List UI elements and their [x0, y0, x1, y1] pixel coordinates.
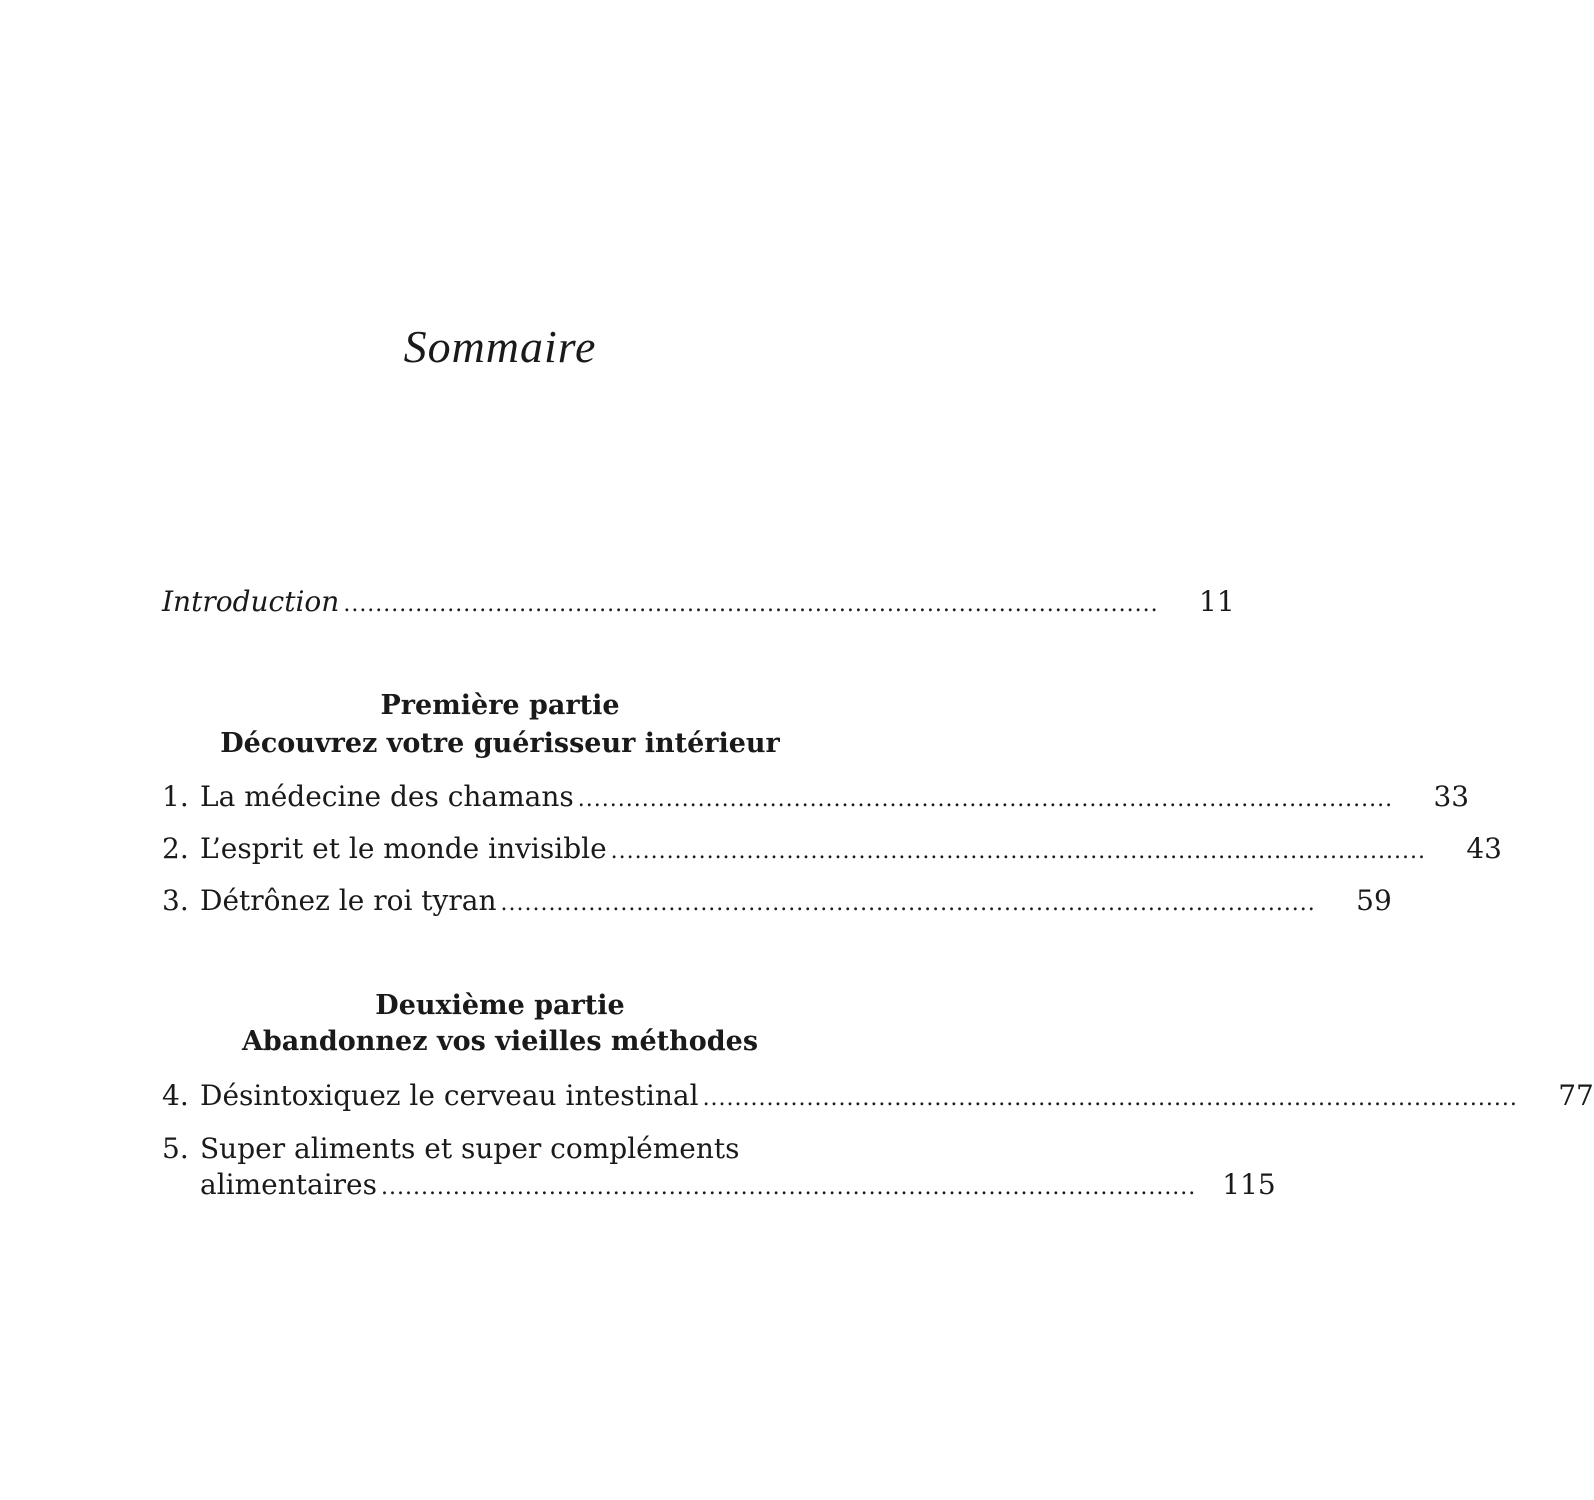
toc-entry-page: 59: [1356, 884, 1392, 917]
part1-chapter-list-3: [162, 883, 1392, 919]
part1-chapter-list-2: [162, 831, 1502, 867]
toc-entry-page: 115: [1222, 1168, 1276, 1201]
chapter-number: 5.: [162, 1132, 189, 1165]
dot-leader: ......................................................................................................: [500, 891, 1316, 916]
chapter-number: 2.: [162, 832, 189, 865]
dot-leader: ......................................................................................................: [343, 592, 1159, 617]
toc-introduction: [162, 584, 1235, 620]
toc-entry-label: La médecine des chamans: [200, 780, 574, 813]
toc-entry-chapter-3[interactable]: [162, 883, 1392, 919]
toc-entry-label: Désintoxiquez le cerveau intestinal: [200, 1079, 699, 1112]
dot-leader: ......................................................................................................: [702, 1086, 1518, 1111]
dot-leader: ......................................................................................................: [577, 787, 1394, 812]
chapter-number: 1.: [162, 780, 189, 813]
toc-entry-label: L’esprit et le monde invisible: [200, 832, 607, 865]
part1-subtitle: Découvrez votre guérisseur intérieur: [220, 728, 780, 759]
page-title: Sommaire: [403, 321, 597, 372]
toc-entry-chapter-4[interactable]: [162, 1078, 1594, 1114]
dot-leader: ......................................................................................................: [610, 839, 1426, 864]
toc-entry-page: 43: [1466, 832, 1502, 865]
chapter-number: 3.: [162, 884, 189, 917]
dot-leader: ......................................................................................................: [380, 1175, 1197, 1200]
toc-entry-chapter-5-continued[interactable]: [162, 1167, 1276, 1203]
toc-entry-page: 33: [1433, 780, 1470, 813]
toc-entry-page: 11: [1199, 585, 1235, 618]
part1-heading: Première partie: [380, 690, 620, 721]
toc-entry-label-line2: alimentaires: [200, 1168, 377, 1201]
chapter-number: 4.: [162, 1079, 189, 1112]
part2-heading: Deuxième partie: [375, 990, 625, 1021]
toc-entry-page: 77: [1558, 1079, 1594, 1112]
part2-chapter-list: [162, 1078, 1594, 1114]
toc-entry-chapter-5[interactable]: [162, 1131, 870, 1167]
toc-entry-label-line1: Super aliments et super compléments: [200, 1132, 740, 1165]
part1-chapter-list: [162, 779, 1470, 815]
part2-chapter-list-2: [162, 1131, 1276, 1203]
toc-entry-label: Introduction: [162, 585, 340, 618]
toc-entry-chapter-1[interactable]: [162, 779, 1470, 815]
toc-entry-label: Détrônez le roi tyran: [200, 884, 497, 917]
part2-subtitle: Abandonnez vos vieilles méthodes: [241, 1026, 759, 1057]
toc-entry-introduction[interactable]: [162, 584, 1235, 620]
toc-entry-chapter-2[interactable]: [162, 831, 1502, 867]
